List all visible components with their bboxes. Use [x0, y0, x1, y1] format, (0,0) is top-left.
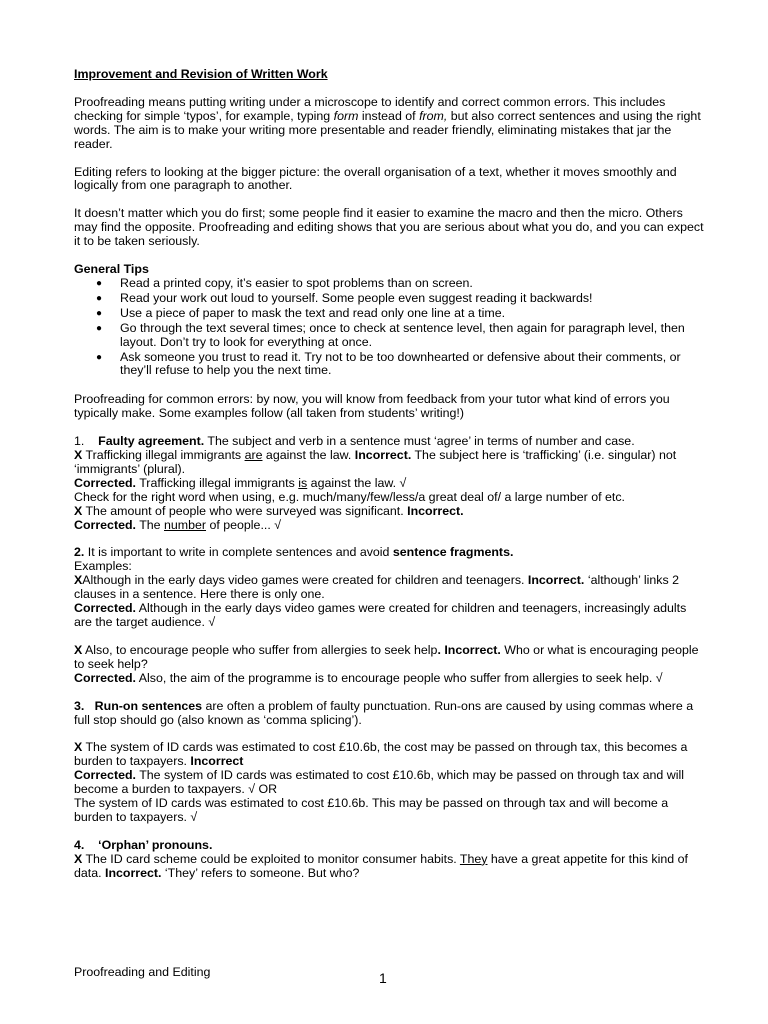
example-text: of people... √	[206, 517, 282, 532]
x-mark: X	[74, 448, 83, 463]
tip-text: Read a printed copy, it’s easier to spot problems than on screen.	[120, 275, 473, 290]
footer-label: Proofreading and Editing	[74, 965, 211, 979]
example-text: Also, the aim of the programme is to encourage people who suffer from allergies to seek help. √	[135, 670, 663, 685]
corrected-label: Corrected.	[74, 768, 136, 783]
page-number: 1	[379, 970, 387, 986]
section-title: Faulty agreement.	[98, 434, 205, 449]
example-incorrect	[74, 644, 704, 672]
underlined-word: They	[459, 851, 488, 866]
x-mark: X	[74, 503, 83, 518]
section-title: ‘Orphan’ pronouns.	[98, 837, 213, 852]
example-text: against the law.	[262, 448, 355, 463]
tip-text: Read your work out loud to yourself. Some people even suggest reading it backwards!	[120, 290, 593, 305]
section-orphan-pronouns	[74, 839, 704, 881]
italic-from: from,	[419, 108, 448, 123]
intro-text: Proofreading means putting writing under a microscope to identify and correct common errors. This includes checking for simple ‘typos’, for example, typing	[74, 94, 666, 123]
bullet-icon: ●	[96, 351, 103, 363]
example-incorrect	[74, 449, 704, 477]
example-text: The amount of people who were surveyed was significant.	[82, 503, 408, 518]
italic-form: form	[333, 108, 359, 123]
intro-paragraph-editing: Editing refers to looking at the bigger picture: the overall organisation of a text, whether it moves smoothly and logically from one paragraph to another.	[74, 164, 677, 193]
example-text: Trafficking illegal immigrants	[135, 475, 299, 490]
example-incorrect	[74, 505, 704, 519]
section-heading	[74, 700, 704, 728]
example-incorrect	[74, 853, 704, 881]
list-item	[74, 292, 704, 306]
intro-text: but also correct sentences and using the right words. The aim is to make your writing more presentable and reader friendly, eliminating mistakes that jar the reader.	[74, 108, 701, 151]
x-mark: X	[74, 642, 83, 657]
example-text: have a great appetite for this kind of data.	[74, 851, 688, 880]
example-note: Who or what is encouraging people to seek help?	[74, 642, 699, 671]
incorrect-label: . Incorrect.	[437, 642, 501, 657]
underlined-word: is	[298, 475, 308, 490]
document-body	[74, 68, 704, 895]
example-incorrect	[74, 574, 704, 602]
bullet-icon: ●	[96, 307, 103, 319]
list-item	[74, 351, 704, 379]
list-item	[74, 277, 704, 291]
example-alternative: The system of ID cards was estimated to cost £10.6b. This may be passed on through tax and will become a burden to taxpayers. √	[74, 796, 669, 824]
example-text: The system of ID cards was estimated to cost £10.6b, which may be passed on through tax and will become a burden to taxpayers. √ OR	[74, 768, 684, 797]
section-description: are often a problem of faulty punctuation. Run-ons are caused by using commas where a full stop should go (also known as ‘comma splicing’).	[74, 698, 694, 727]
example-corrected	[74, 519, 704, 533]
example-text: Trafficking illegal immigrants	[82, 448, 245, 463]
section-number: 3.	[74, 698, 85, 713]
bullet-icon: ●	[96, 322, 103, 334]
section-number: 2.	[74, 545, 85, 560]
section-description: The subject and verb in a sentence must ‘agree’ in terms of number and case.	[204, 434, 635, 449]
tip-text: Go through the text several times; once to check at sentence level, then again for paragraph level, then layout. Don’t try to look for everything at once.	[120, 320, 685, 349]
intro-paragraph-proofreading	[74, 96, 704, 152]
page-title: Improvement and Revision of Written Work	[74, 67, 328, 81]
example-note: ‘They’ refers to someone. But who?	[161, 865, 360, 880]
underlined-word: number	[164, 517, 207, 532]
incorrect-label: Incorrect.	[354, 448, 412, 463]
example-text: The ID card scheme could be exploited to monitor consumer habits.	[82, 851, 460, 866]
example-text: Also, to encourage people who suffer from allergies to seek help	[82, 642, 438, 657]
incorrect-label: Incorrect.	[527, 573, 585, 588]
intro-text: instead of	[358, 108, 420, 123]
section-number: 4.	[74, 837, 85, 852]
section-heading	[74, 839, 704, 853]
x-mark: X	[74, 573, 83, 588]
section-run-on-sentences	[74, 700, 704, 825]
example-text: The	[135, 517, 164, 532]
bullet-icon: ●	[96, 292, 103, 304]
example-corrected	[74, 477, 704, 491]
list-item	[74, 307, 704, 321]
bullet-icon: ●	[96, 277, 103, 289]
example-note: The subject here is ‘trafficking’ (i.e. singular) not ‘immigrants’ (plural).	[74, 448, 677, 476]
tips-list	[74, 277, 704, 378]
corrected-label: Corrected.	[74, 601, 136, 616]
tip-text: Use a piece of paper to mask the text and read only one line at a time.	[120, 305, 506, 320]
corrected-label: Corrected.	[74, 670, 136, 685]
example-corrected	[74, 672, 704, 686]
example-text: The system of ID cards was estimated to cost £10.6b, the cost may be passed on through tax, this becomes a burden to taxpayers.	[74, 740, 688, 769]
example-text: Although in the early days video games were created for children and teenagers, increasingly adults are the target audience. √	[74, 601, 687, 629]
section-heading	[74, 546, 704, 560]
incorrect-label: Incorrect.	[105, 865, 162, 880]
intro-paragraph-order: It doesn’t matter which you do first; some people find it easier to examine the macro and then the micro. Others may find the opposite. Proofreading and editing shows that you are serious about what you do, and you can expect it to be taken seriously.	[74, 206, 704, 249]
section-heading	[74, 435, 704, 449]
example-corrected	[74, 602, 704, 630]
x-mark: X	[74, 851, 83, 866]
example-text: Although in the early days video games were created for children and teenagers.	[82, 573, 528, 588]
common-errors-intro: Proofreading for common errors: by now, you will know from feedback from your tutor what kind of errors you typically make. Some examples follow (all taken from students’ writing!)	[74, 392, 670, 421]
section-sentence-fragments	[74, 546, 704, 685]
incorrect-label: Incorrect	[190, 754, 244, 769]
examples-label: Examples:	[74, 559, 132, 574]
list-item	[74, 322, 704, 350]
section-title: Run-on sentences	[94, 698, 203, 713]
section-number: 1.	[74, 434, 85, 449]
section-description: It is important to write in complete sentences and avoid	[84, 545, 393, 560]
example-corrected	[74, 769, 704, 797]
corrected-label: Corrected.	[74, 517, 136, 532]
check-note: Check for the right word when using, e.g. much/many/few/less/a great deal of/ a large number of etc.	[74, 489, 625, 504]
underlined-word: are	[244, 448, 263, 463]
x-mark: X	[74, 740, 83, 755]
example-text: against the law. √	[307, 475, 407, 490]
section-title: sentence fragments.	[392, 545, 514, 560]
tips-heading: General Tips	[74, 262, 149, 277]
corrected-label: Corrected.	[74, 475, 136, 490]
section-faulty-agreement	[74, 435, 704, 532]
tip-text: Ask someone you trust to read it. Try not to be too downhearted or defensive about their comments, or they’ll refuse to help you the next time.	[120, 349, 681, 378]
example-incorrect	[74, 741, 704, 769]
example-note: ‘although’ links 2 clauses in a sentence. Here there is only one.	[74, 573, 679, 602]
incorrect-label: Incorrect.	[407, 503, 464, 518]
